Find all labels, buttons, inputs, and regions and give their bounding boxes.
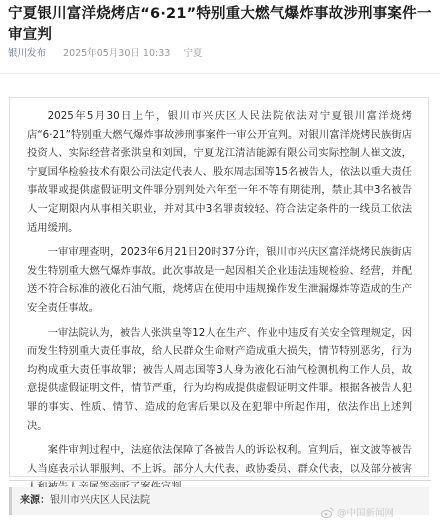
article-paragraph: 2025年5月30日上午，银川市兴庆区人民法院依法对宁夏银川富洋烧烤店“6·21”特别重大燃气爆炸事故涉刑事案件一审公开宣判。对银川富洋烧烤民族街店投资人、实际经营者张洪皇和刘国，宁夏龙江清洁能源有限公司实际控制人崔文波，宁夏国华检验技术有限公司法定代表人、股东周志国等15名被告人，依法以重大责任事故罪或提供虚假证明文件罪分别判处六年至一年不等有期徒刑，禁止其中3名被告人一定期限内从事相关职业，并对其中3名罪责较轻、符合法定条件的一线员工依法适用缓刑。 [27, 110, 412, 234]
article-paragraph: 一审审理查明，2023年6月21日20时37分许，银川市兴庆区富洋烧烤民族街店发生特别重大燃气爆炸事故。此次事故是一起因相关企业违法违规检验、经营，并配送不符合标准的液化石油气瓶，烧烤店在使用中违规操作发生泄漏爆炸等造成的生产安全责任事故。 [27, 246, 412, 314]
header-divider [0, 73, 440, 74]
meta-datetime: 2025年05月30日 10:33 [63, 48, 171, 59]
article-paragraph: 一审法院认为，被告人张洪皇等12人在生产、作业中违反有关安全管理规定，因而发生特别重大责任事故，给人民群众生命财产造成重大损失，情节特别恶劣，行为均构成重大责任事故罪；被告人周志国等3人身为液化石油气检测机构工作人员，故意提供虚假证明文件，情节严重，行为均构成提供虚假证明文件罪。根据各被告人犯罪的事实、性质、情节、造成的危害后果以及在犯罪中所起作用，依法作出上述判决。 [27, 326, 412, 432]
article-title: 宁夏银川富洋烧烤店“6·21”特别重大燃气爆炸事故涉刑事案件一审宣判 [8, 6, 432, 43]
source-label: 来源： [20, 495, 50, 506]
watermark-text: @中国新闻网 [336, 508, 394, 519]
meta-region: 宁夏 [183, 48, 203, 59]
article-body [9, 97, 429, 477]
source-value: 银川市兴庆区人民法院 [50, 495, 150, 506]
article-meta [8, 47, 202, 61]
meta-source-link[interactable]: 银川发布 [8, 48, 47, 59]
article-paragraph: 案件审判过程中，法庭依法保障了各被告人的诉讼权利。宣判后，崔文波等被告人当庭表示认罪服判、不上诉。部分人大代表、政协委员、群众代表，以及部分被害 [27, 444, 412, 475]
weibo-icon [321, 507, 334, 518]
footer-divider [9, 480, 431, 481]
watermark [321, 505, 394, 519]
